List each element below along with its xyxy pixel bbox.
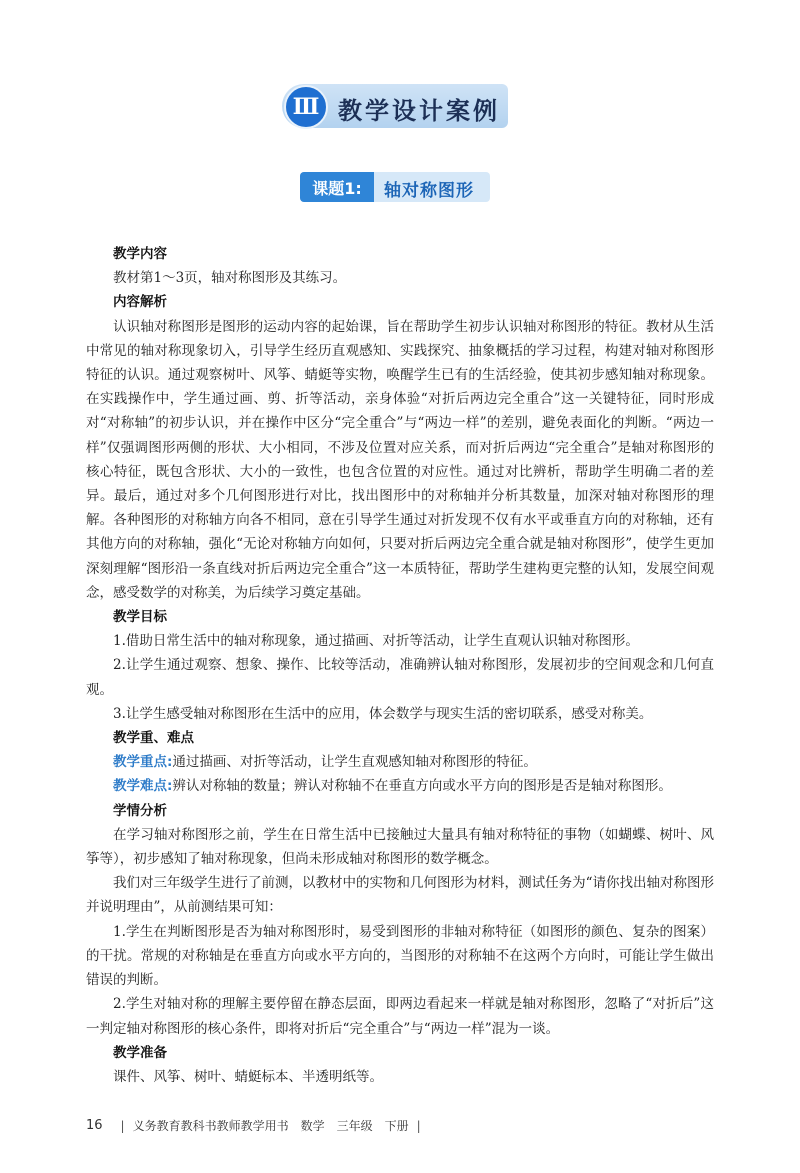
chapter-banner: [282, 84, 508, 128]
heading-teaching-content: 教学内容: [113, 246, 167, 262]
situation-paragraph: 在学习轴对称图形之前，学生在日常生活中已接触过大量具有轴对称特征的事物（如蝴蝶、树叶、风筝等），初步感知了轴对称现象，但尚未形成轴对称图形的数学概念。: [86, 826, 714, 868]
page-number: 16: [86, 1118, 103, 1133]
footer-divider: |: [416, 1118, 421, 1133]
paragraph-preparation: 课件、风筝、树叶、蜻蜓标本、半透明纸等。: [113, 1068, 383, 1085]
lesson-name: 轴对称图形: [384, 181, 474, 201]
paragraph-teaching-content: 教材第1～3页，轴对称图形及其练习。: [113, 270, 347, 287]
situation-paragraph: 2.学生对轴对称的理解主要停留在静态层面，即两边看起来一样就是轴对称图形，忽略了“对折后”这一判定轴对称图形的核心条件，即将对折后“完全重合”与“两边一样”混为一谈。: [86, 996, 714, 1037]
footer-book-title: 义务教育教科书教师教学用书: [132, 1119, 289, 1133]
difficulty-label: 教学难点:: [113, 778, 173, 795]
heading-preparation: 教学准备: [113, 1044, 167, 1061]
keypoint-label: 教学重点:: [113, 754, 173, 771]
page-footer: [86, 1117, 429, 1134]
footer-volume: 下册: [384, 1119, 409, 1133]
heading-content-analysis: 内容解析: [113, 294, 167, 311]
chapter-numeral: Ⅲ: [284, 85, 328, 129]
keypoint-text: 通过描画、对折等活动，让学生直观感知轴对称图形的特征。: [172, 754, 537, 771]
objective-item: 3.让学生感受轴对称图形在生活中的应用，体会数学与现实生活的密切联系，感受对称美。: [113, 705, 653, 722]
heading-situation: 学情分析: [113, 802, 167, 819]
objective-item: 2.让学生通过观察、想象、操作、比较等活动，准确辨认轴对称图形，发展初步的空间观念和几何直观。: [86, 657, 714, 698]
main-content: [86, 242, 714, 1089]
situation-paragraph: 1.学生在判断图形是否为轴对称图形时，易受到图形的非轴对称特征（如图形的颜色、复杂的图案）的干扰。常规的对称轴是在垂直方向或水平方向的，当图形的对称轴不在这两个方向时，可能让学生做出错误的判断。: [86, 923, 714, 989]
footer-grade: 三年级: [336, 1119, 373, 1133]
difficulty-row: [86, 774, 714, 798]
footer-divider: |: [120, 1118, 125, 1133]
lesson-tag: 课题1:: [300, 172, 374, 202]
footer-subject: 数学: [300, 1119, 325, 1133]
heading-keypoints: 教学重、难点: [113, 730, 194, 747]
situation-paragraph: 我们对三年级学生进行了前测，以教材中的实物和几何图形为材料，测试任务为“请你找出轴对称图形并说明理由”，从前测结果可知：: [86, 875, 714, 916]
keypoint-row: [86, 750, 714, 774]
heading-objectives: 教学目标: [113, 609, 167, 626]
paragraph-content-analysis: 认识轴对称图形是图形的运动内容的起始课，旨在帮助学生初步认识轴对称图形的特征。教材从生活中常见的轴对称现象切入，引导学生经历直观感知、实践探究、抽象概括的学习过程，构建对轴对称图形特征的认识。通过观察树叶、风筝、蜻蜓等实物，唤醒学生已有的生活经验，使其初步感知轴对称现象。在实践操作中，学生通过画、剪、折等活动，亲身体验“对折后两边完全重合”这一关键特征，同时形成对“对称轴”的初步认识，并在操作中区分“完全重合”与“两边一样”的差别，避免表面化的判断。“两边一样”仅强调图形两侧的形状、大小相同，不涉及位置对应关系，而对折后两边“完全重合”是轴对称图形的核心特征，既包含形状、大小的一致性，也包含位置的对应性。通过对比辨析，帮助学生明确二者的差异。最后，通过对多个几何图形进行对比，找出图形中的对称轴并分析其数量，加深对轴对称图形的理解。各种图形的对称轴方向各不相同，意在引导学生通过对折发现不仅有水平或垂直方向的对称轴，还有其他方向的对称轴，强化“无论对称轴方向如何，只要对折后两边完全重合就是轴对称图形”，使学生更加深刻理解“图形沿一条直线对折后两边完全重合”这一本质特征，帮助学生建构更完整的认知，发展空间观念，感受数学的对称美，为后续学习奠定基础。: [86, 318, 714, 601]
chapter-title: 教学设计案例: [338, 97, 500, 125]
difficulty-text: 辨认对称轴的数量；辨认对称轴不在垂直方向或水平方向的图形是否是轴对称图形。: [172, 778, 672, 795]
lesson-banner: [300, 172, 490, 202]
objective-item: 1.借助日常生活中的轴对称现象，通过描画、对折等活动，让学生直观认识轴对称图形。: [113, 633, 639, 650]
